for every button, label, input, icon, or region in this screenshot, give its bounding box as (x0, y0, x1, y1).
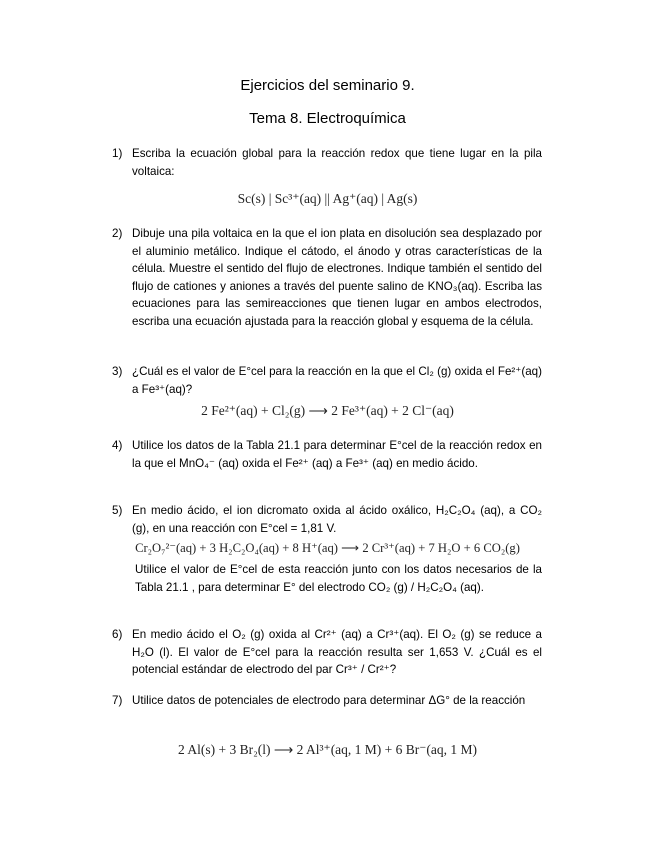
question-number: 6) (112, 628, 123, 641)
question-text: Escriba la ecuación global para la reacción redox que tiene lugar en la pila voltaica: (132, 147, 542, 178)
question-5 (112, 502, 542, 537)
question-1 (112, 145, 542, 180)
question-number: 4) (112, 439, 123, 452)
equation-1: Sc(s) | Sc³⁺(aq) || Ag⁺(aq) | Ag(s) (237, 191, 418, 206)
question-number: 3) (112, 365, 123, 378)
question-text: En medio ácido, el ion dicromato oxida al ácido oxálico, H₂C₂O₄ (aq), a CO₂ (g), en una reacción con E°cel = 1,81 V. (132, 504, 542, 535)
document-title: Ejercicios del seminario 9. (240, 77, 415, 94)
question-number: 7) (112, 694, 123, 707)
question-2 (112, 225, 542, 330)
question-text: Utilice los datos de la Tabla 21.1 para determinar E°cel de la reacción redox en la que el MnO₄⁻ (aq) oxida el Fe²⁺ (aq) a Fe³⁺ (aq) en medio ácido. (132, 439, 542, 470)
question-6 (112, 626, 542, 679)
question-text: Utilice el valor de E°cel de esta reacción junto con los datos necesarios de la Tabla 21.1 , para determinar E° del electrodo CO₂ (g) / H₂C₂O₄ (aq). (135, 563, 542, 594)
question-text: En medio ácido el O₂ (g) oxida al Cr²⁺ (aq) a Cr³⁺(aq). El O₂ (g) se reduce a H₂O (l). El valor de E°cel para la reacción resulta ser 1,653 V. ¿Cuál es el potencial estándar de electrodo del par Cr³⁺ / Cr²⁺? (132, 628, 542, 676)
equation-3: 2 Fe²⁺(aq) + Cl₂(g) ⟶ 2 Fe³⁺(aq) + 2 Cl⁻(aq) (201, 403, 454, 418)
document-subtitle: Tema 8. Electroquímica (249, 110, 406, 127)
equation-5: Cr₂O₇²⁻(aq) + 3 H₂C₂O₄(aq) + 8 H⁺(aq) ⟶ 2 Cr³⁺(aq) + 7 H₂O + 6 CO₂(g) (135, 541, 520, 555)
equation-7: 2 Al(s) + 3 Br₂(l) ⟶ 2 Al³⁺(aq, 1 M) + 6 Br⁻(aq, 1 M) (177, 742, 478, 757)
question-number: 1) (112, 147, 123, 160)
question-text: Utilice datos de potenciales de electrodo para determinar ΔG° de la reacción (132, 694, 526, 707)
question-5-continued (115, 561, 542, 596)
question-3 (112, 363, 542, 398)
question-4 (112, 437, 542, 472)
question-7 (112, 692, 542, 710)
question-text: ¿Cuál es el valor de E°cel para la reacción en la que el Cl₂ (g) oxida el Fe²⁺(aq) a Fe³⁺(aq)? (132, 365, 542, 396)
question-number: 2) (112, 227, 123, 240)
question-number: 5) (112, 504, 123, 517)
question-text: Dibuje una pila voltaica en la que el ion plata en disolución sea desplazado por el aluminio metálico. Indique el cátodo, el ánodo y otras características de la célula. Muestre el sentido del flujo de electrones. Indique también el sentido del flujo de cationes y aniones a través del puente salino de KNO₃(aq). Escriba las ecuaciones para las semireacciones que tienen lugar en ambos electrodos, escriba una ecuación ajustada para la reacción global y esquema de la célula. (132, 227, 542, 328)
